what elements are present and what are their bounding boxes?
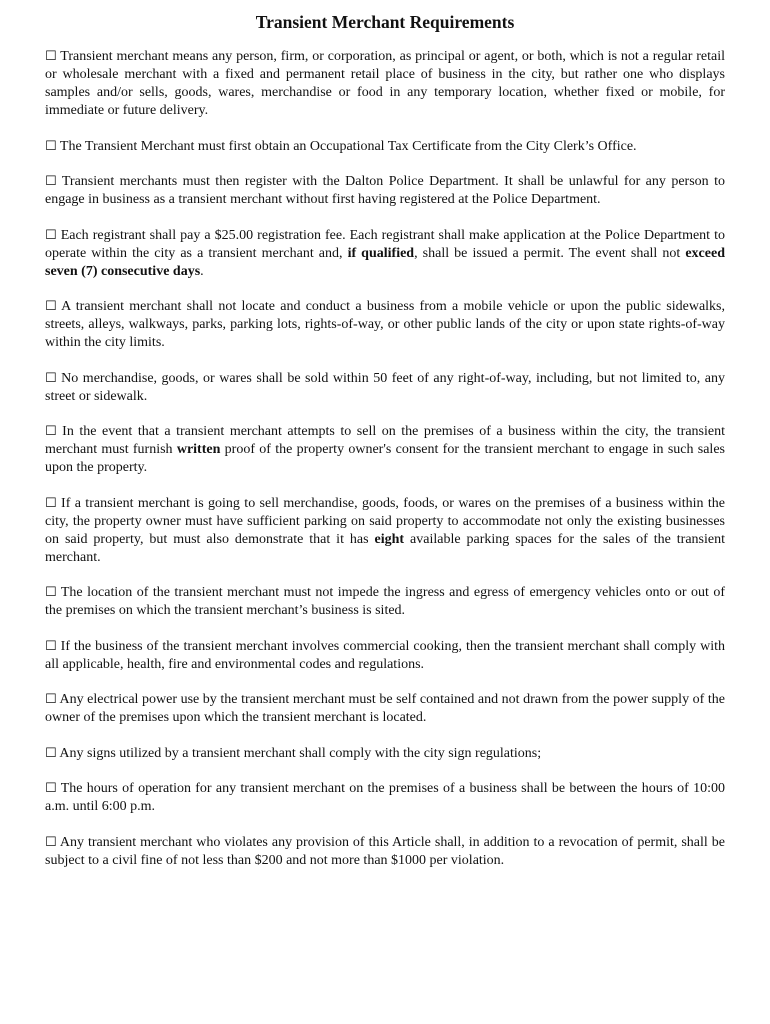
requirement-item	[45, 138, 725, 156]
requirement-text: In the event that a transient merchant attempts to sell on the premises of a business within the city, the transient merchant must furnish	[45, 424, 725, 457]
checkbox-icon: ☐	[45, 174, 57, 189]
requirement-text: Transient merchants must then register with the Dalton Police Department. It shall be unlawful for any person to engage in business as a transient merchant without first having registered at the Police Department.	[45, 174, 725, 207]
requirements-list	[45, 48, 725, 870]
requirement-text: A transient merchant shall not locate and conduct a business from a mobile vehicle or upon the public sidewalks, streets, alleys, walkways, parks, parking lots, rights-of-way, or other public lands of the city or upon state rights-of-way within the city limits.	[45, 299, 725, 350]
requirement-item	[45, 745, 725, 763]
requirement-item	[45, 638, 725, 674]
checkbox-icon: ☐	[45, 781, 57, 796]
checkbox-icon: ☐	[45, 495, 57, 511]
checkbox-icon: ☐	[45, 585, 57, 600]
requirement-text: , shall be issued a permit. The event shall not	[414, 245, 686, 261]
requirement-item	[45, 227, 725, 281]
requirement-item	[45, 173, 725, 209]
requirement-item	[45, 495, 725, 567]
checkbox-icon: ☐	[45, 299, 57, 314]
checkbox-icon: ☐	[45, 49, 57, 64]
requirement-item	[45, 298, 725, 352]
requirement-emphasis: eight	[374, 531, 405, 547]
requirement-item	[45, 423, 725, 477]
requirement-text: Any signs utilized by a transient merchant shall comply with the city sign regulations;	[56, 745, 542, 761]
requirement-text: No merchandise, goods, or wares shall be sold within 50 feet of any right-of-way, including, but not limited to, any street or sidewalk.	[45, 370, 725, 404]
checkbox-icon: ☐	[45, 834, 57, 850]
requirement-text: Each registrant shall pay a $25.00 registration fee. Each registrant shall make application at the Police Department to operate within the city as a transient merchant and,	[45, 227, 725, 261]
requirement-text: The hours of operation for any transient merchant on the premises of a business shall be between the hours of 10:00 a.m. until 6:00 p.m.	[45, 781, 725, 814]
requirement-emphasis: exceed seven (7) consecutive days	[45, 245, 725, 279]
requirement-emphasis: written	[176, 442, 221, 457]
requirement-item	[45, 370, 725, 406]
requirement-text: Any electrical power use by the transient merchant must be self contained and not drawn from the power supply of the owner of the premises upon which the transient merchant is located.	[45, 692, 725, 725]
requirement-item	[45, 780, 725, 816]
checkbox-icon: ☐	[45, 745, 57, 761]
document-title: Transient Merchant Requirements	[255, 12, 515, 32]
requirement-text: available parking spaces for the sales of the transient merchant.	[45, 531, 725, 565]
requirement-text: The Transient Merchant must first obtain an Occupational Tax Certificate from the City Clerk’s Office.	[56, 138, 637, 154]
checkbox-icon: ☐	[45, 638, 57, 654]
requirement-item	[45, 691, 725, 727]
requirement-item	[45, 48, 725, 120]
requirement-text: The location of the transient merchant must not impede the ingress and egress of emergency vehicles onto or out of the premises on which the transient merchant’s business is sited.	[45, 585, 725, 618]
requirement-item	[45, 584, 725, 620]
requirement-text: If the business of the transient merchant involves commercial cooking, then the transient merchant shall comply with all applicable, health, fire and environmental codes and regulations.	[45, 638, 725, 672]
requirement-text: Any transient merchant who violates any provision of this Article shall, in addition to a revocation of permit, shall be subject to a civil fine of not less than $200 and not more than $1000 per violation.	[45, 834, 725, 868]
checkbox-icon: ☐	[45, 424, 57, 439]
requirement-emphasis: if qualified	[347, 245, 415, 261]
checkbox-icon: ☐	[45, 692, 57, 707]
checkbox-icon: ☐	[45, 138, 57, 154]
requirement-text: proof of the property owner's consent for the transient merchant to engage in such sales upon the property.	[45, 442, 725, 475]
requirement-text: .	[200, 263, 204, 279]
requirement-text: If a transient merchant is going to sell merchandise, goods, foods, or wares on the premises of a business within the city, the property owner must have sufficient parking on said property to accommodate not only the existing businesses on said property, but must also demonstrate that it has	[45, 495, 725, 547]
requirement-item	[45, 834, 725, 870]
checkbox-icon: ☐	[45, 370, 57, 386]
requirement-text: Transient merchant means any person, firm, or corporation, as principal or agent, or both, which is not a regular retail or wholesale merchant with a fixed and permanent retail place of business in the city, but rather one who displays samples and/or sells, goods, wares, merchandise or food in any temporary location, whether fixed or mobile, for immediate or future delivery.	[45, 49, 725, 118]
checkbox-icon: ☐	[45, 227, 57, 243]
